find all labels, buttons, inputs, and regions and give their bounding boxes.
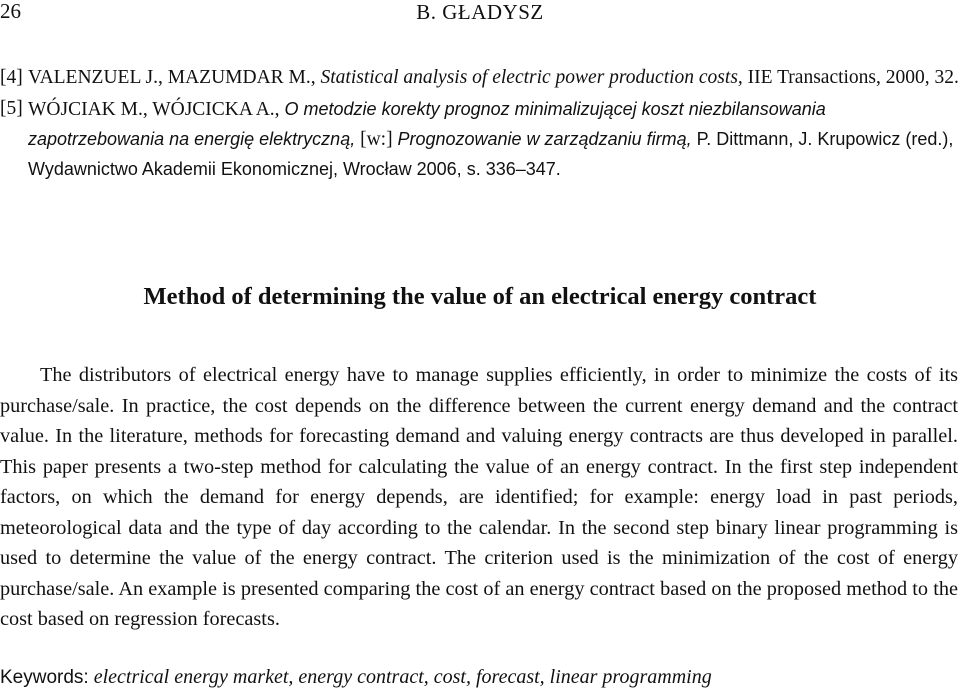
reference-number: [5] (0, 98, 23, 120)
reference-title: O metodzie korekty prognoz minimalizującej koszt niezbilansowania zapotrzebowania na energię elektryczną, (28, 99, 826, 149)
reference-item (0, 64, 960, 93)
running-head: B. GŁADYSZ (416, 0, 544, 24)
reference-title: Statistical analysis of electric power production costs, (315, 67, 743, 88)
reference-source: IIE Transactions, 2000, 32. (742, 67, 959, 88)
reference-in: [w:] (355, 129, 398, 150)
reference-number: [4] (0, 67, 23, 88)
abstract-text: The distributors of electrical energy have to manage supplies efficiently, in order to minimize the costs of its purchase/sale. In practice, the cost depends on the difference between the current energy demand and the contract value. In the literature, methods for forecasting demand and valuing energy contracts are thus developed in parallel. This paper presents a two-step method for calculating the value of an energy contract. In the first step independent factors, on which the demand for energy depends, are identified; for example: energy load in past periods, meteorological data and the type of day according to the calendar. In the second step binary linear programming is used to determine the value of the energy contract. The criterion used is the minimization of the cost of energy purchase/sale. An example is presented comparing the cost of an energy contract based on the proposed method to the cost based on regression forecasts. (0, 364, 958, 630)
reference-list (0, 64, 960, 187)
paper-title: Method of determining the value of an electrical energy contract (143, 283, 817, 310)
page-header (0, 0, 960, 30)
reference-authors: VALENZUEL J., MAZUMDAR M., (28, 67, 316, 88)
reference-book: Prognozowanie w zarządzaniu firmą, (397, 129, 692, 149)
keywords-label: Keywords: (0, 667, 89, 688)
reference-item (0, 95, 960, 184)
keywords-terms: electrical energy market, energy contract, cost, forecast, linear programming (93, 666, 712, 688)
keywords (0, 666, 712, 689)
page-number: 26 (0, 0, 21, 23)
reference-editors: P. Dittmann, J. Krupowicz (red.), Wydawnictwo Akademii Ekonomicznej, Wrocław 2006, s. 336–347. (28, 129, 954, 179)
reference-authors: WÓJCIAK M., WÓJCICKA A., (28, 99, 280, 121)
